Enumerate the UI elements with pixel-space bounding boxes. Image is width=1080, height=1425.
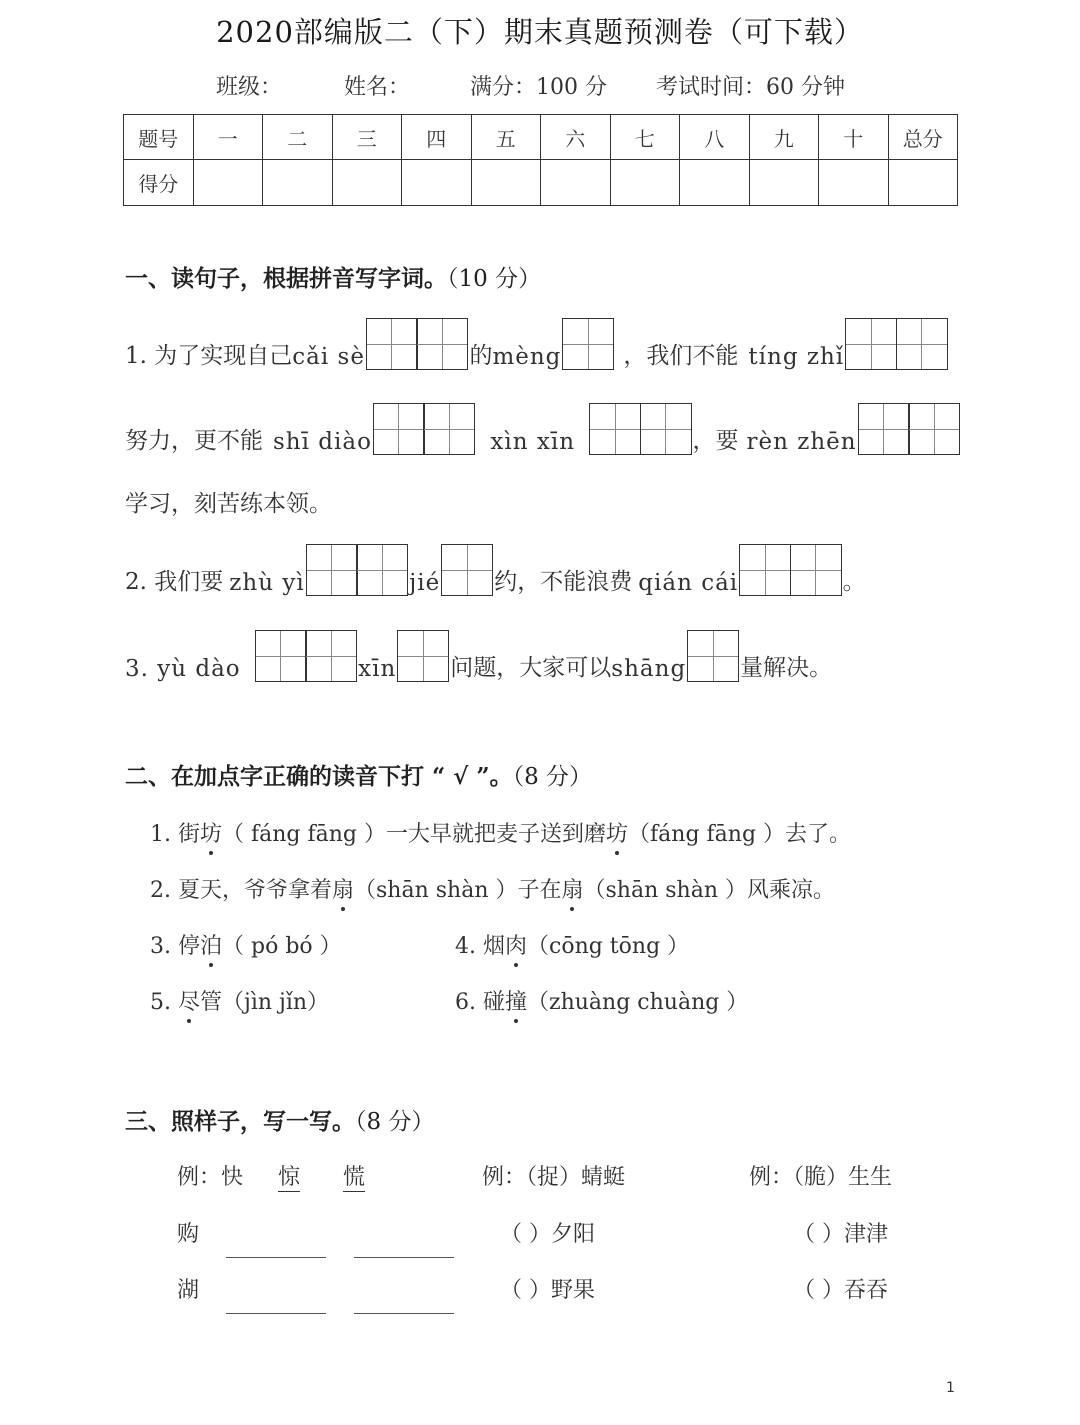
tian-grid-1[interactable]: [562, 318, 614, 370]
section2-item6: 6. 碰撞（zhuàng chuàng ）: [455, 990, 749, 1015]
section2-item2: 2. 夏天，爷爷拿着扇（shān shàn ）子在扇（shān shàn ）风乘凉。: [150, 878, 835, 903]
section3-example1: 例：快 惊 慌: [177, 1160, 365, 1192]
section3-row2-right: （ ）吞吞: [793, 1278, 888, 1303]
score-table-header-row: [124, 115, 958, 160]
table-cell: 七: [610, 115, 680, 160]
table-cell: 八: [680, 115, 750, 160]
score-cell[interactable]: [819, 160, 889, 206]
section3-row1-right: （ ）津津: [793, 1222, 888, 1247]
section2-item4: 4. 烟肉（cōng tōng ）: [455, 934, 690, 959]
answer-blank[interactable]: [226, 1243, 326, 1262]
score-cell[interactable]: [749, 160, 819, 206]
tian-grid-2[interactable]: [373, 403, 476, 455]
table-cell: 十: [819, 115, 889, 160]
tian-grid-1[interactable]: [397, 630, 449, 682]
section3-row2-mid: （ ）野果: [500, 1278, 595, 1303]
score-cell[interactable]: [263, 160, 333, 206]
table-cell: 题号: [124, 115, 194, 160]
section2-heading: 二、在加点字正确的读音下打 “ √ ”。（8 分）: [125, 763, 593, 790]
section1-sentence1-line2: 努力，更不能 shī diào xìn xīn ，要 rèn zhēn: [125, 403, 961, 455]
page-number: 1: [946, 1380, 955, 1396]
table-cell: 四: [402, 115, 472, 160]
section1-sentence2: 2. 我们要 zhù yì jié 约，不能浪费 qián cái 。: [125, 544, 866, 596]
score-cell[interactable]: [541, 160, 611, 206]
score-cell[interactable]: [610, 160, 680, 206]
tian-grid-1[interactable]: [687, 630, 739, 682]
score-cell[interactable]: [680, 160, 750, 206]
section3-row1-char: 购: [177, 1222, 200, 1247]
score-cell[interactable]: [332, 160, 402, 206]
full-score: 满分：100 分: [470, 75, 607, 100]
section3-example3: 例：（脆）生生: [749, 1165, 893, 1190]
name-label: 姓名：: [344, 75, 411, 100]
section1-sentence3: 3. yù dào xīn 问题，大家可以 shāng 量解决。: [125, 630, 832, 682]
score-table: [123, 114, 958, 206]
answer-blank[interactable]: [354, 1299, 454, 1318]
section1-sentence1-line1: 1. 为了实现自己 cǎi sè 的 mèng ，我们不能 tíng zhǐ: [125, 318, 949, 370]
table-cell: 一: [193, 115, 263, 160]
tian-grid-2[interactable]: [845, 318, 948, 370]
score-cell[interactable]: [888, 160, 958, 206]
table-cell: 得分: [124, 160, 194, 206]
tian-grid-2[interactable]: [366, 318, 469, 370]
table-cell: 六: [541, 115, 611, 160]
section3-heading: 三、照样子，写一写。（8 分）: [125, 1108, 435, 1135]
tian-grid-2[interactable]: [858, 403, 961, 455]
exam-time: 考试时间：60 分钟: [656, 75, 845, 100]
tian-grid-2[interactable]: [306, 544, 409, 596]
answer-blank[interactable]: [354, 1243, 454, 1262]
section3-row2-char: 湖: [177, 1278, 200, 1303]
section3-row1-mid: （ ）夕阳: [500, 1222, 595, 1247]
tian-grid-2[interactable]: [739, 544, 842, 596]
table-cell: 五: [471, 115, 541, 160]
tian-grid-2[interactable]: [589, 403, 692, 455]
tian-grid-2[interactable]: [255, 630, 358, 682]
section2-item5: 5. 尽管（jìn jǐn）: [150, 990, 330, 1015]
score-table-score-row: [124, 160, 958, 206]
section1-sentence1-line3: 学习，刻苦练本领。: [125, 491, 332, 517]
table-cell: 总分: [888, 115, 958, 160]
table-cell: 三: [332, 115, 402, 160]
score-cell[interactable]: [402, 160, 472, 206]
table-cell: 二: [263, 115, 333, 160]
section2-item1: 1. 街坊（ fáng fāng ）一大早就把麦子送到磨坊（fáng fāng ）去了。: [150, 822, 852, 847]
section3-example2: 例：（捉）蜻蜓: [482, 1165, 626, 1190]
score-cell[interactable]: [471, 160, 541, 206]
page-title: 2020部编版二（下）期末真题预测卷（可下载）: [216, 15, 864, 49]
score-cell[interactable]: [193, 160, 263, 206]
tian-grid-1[interactable]: [441, 544, 493, 596]
section2-item3: 3. 停泊（ pó bó ）: [150, 934, 342, 959]
class-label: 班级：: [216, 75, 283, 100]
table-cell: 九: [749, 115, 819, 160]
answer-blank[interactable]: [226, 1299, 326, 1318]
section1-heading: 一、读句子，根据拼音写字词。（10 分）: [125, 265, 542, 292]
